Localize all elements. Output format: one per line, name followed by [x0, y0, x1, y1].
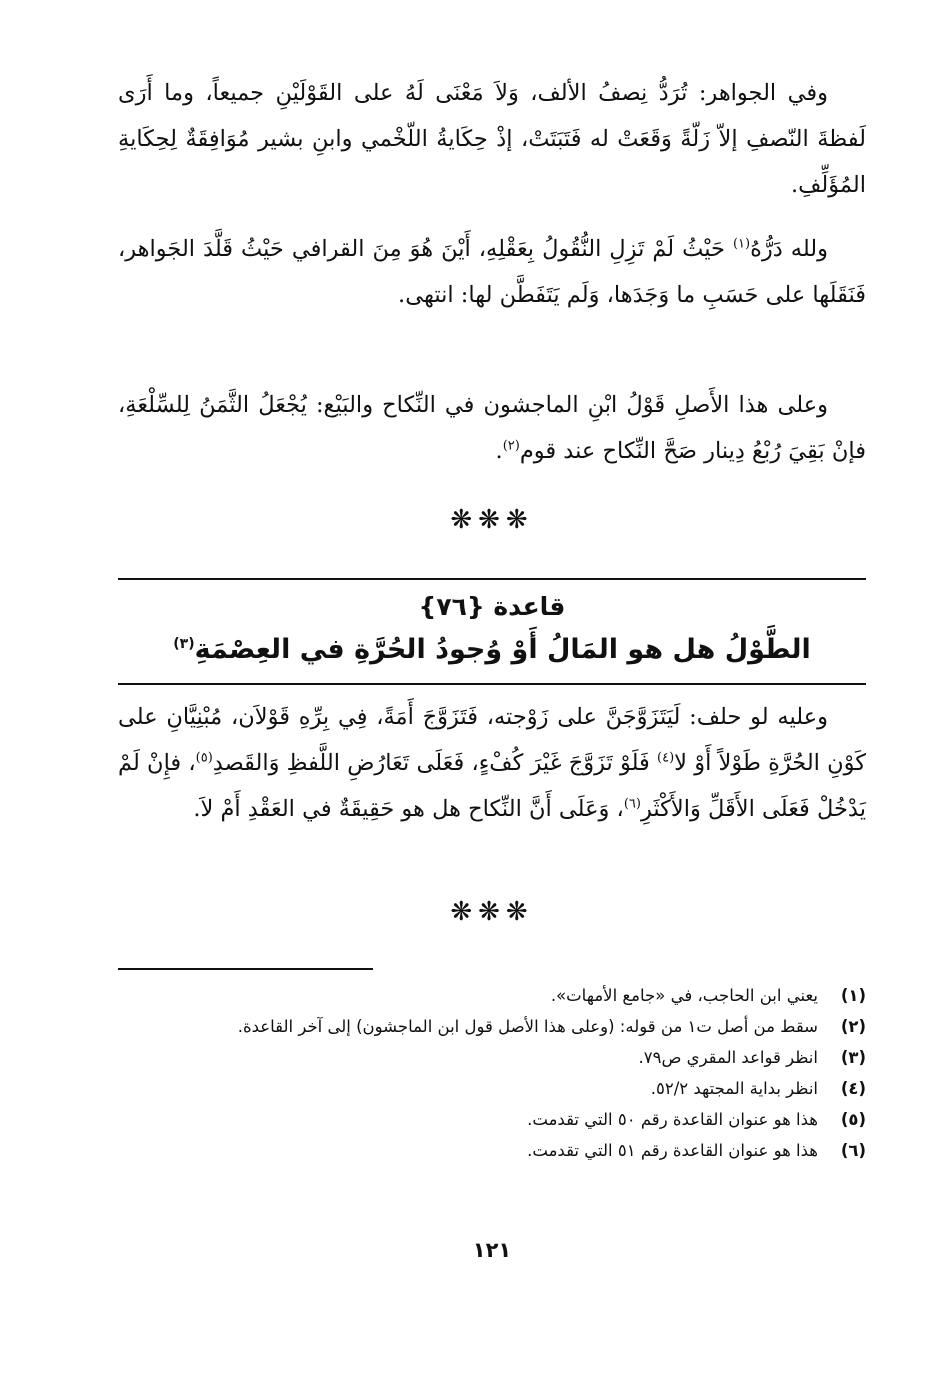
rule-title-heading — [118, 630, 866, 670]
paragraph-part-4: ، وَعَلَى أَنَّ النِّكاح هل هو حَقِيقَةٌ في العَقْدِ أَمْ لاَ. — [193, 796, 624, 822]
book-page — [118, 70, 866, 1373]
rule-title-text: الطَّوْلُ هل هو المَالُ أَوْ وُجودُ الحُرَّةِ في العِصْمَةِ — [194, 634, 811, 665]
footnote-text: سقط من أصل ت١ من قوله: (وعلى هذا الأصل قول ابن الماجشون) إلى آخر القاعدة. — [237, 1017, 818, 1036]
section-separator: ❋❋❋ — [450, 897, 534, 927]
footnote-item — [118, 1135, 866, 1166]
footnote-item — [118, 1073, 866, 1104]
paragraph-part-1: وعليه لو حلف: لَيَتَزَوَّجَنَّ على زَوْجته، فَتَزَوَّجَ أَمَةً، فِي بِرِّهِ قَوْلاَن، مُبْنِيَّانِ على كَوْنِ الحُرَّةِ طَوْلاً أَوْ لا — [118, 704, 867, 776]
footnote-number: (٦) — [840, 1141, 866, 1160]
footnote-ref-6[interactable]: (٦) — [623, 796, 641, 812]
paragraph-text: وفي الجواهر: تُرَدُّ نِصفُ الألف، وَلاَ مَعْنَى لَهُ على القَوْلَيْنِ جميعاً، وما أَرَى لَفظةَ النّصفِ إلاّ زَلّةً وَقَعَتْ له فَتَبَتَتْ، إذْ حِكَايةُ اللّخْمي وابنِ بشير مُوَافِقَةٌ لِحِكَايةِ المُؤَلِّفِ. — [118, 80, 866, 198]
footnote-text: انظر بداية المجتهد ٥٢/٢. — [650, 1079, 818, 1098]
heading-rule-top — [118, 578, 866, 580]
footnotes-list — [118, 980, 866, 1166]
footnote-item — [118, 1104, 866, 1135]
footnote-ref-4[interactable]: (٤) — [657, 750, 675, 766]
paragraph-text-after: حَيْثُ لَمْ تَزِلِ النُّقُولُ بِعَقْلِهِ، أَيْنَ هُوَ مِنَ القرافي حَيْثُ قَلَّدَ الجَواهر، فَنَقَلَها على حَسَبِ ما وَجَدَها، وَلَم يَتَفَطَّن لها: انتهى. — [118, 236, 866, 308]
footnote-item — [118, 1042, 866, 1073]
footnote-text: انظر قواعد المقري ص٧٩. — [638, 1048, 818, 1067]
paragraph-text-before: ولله دَرُّهُ — [750, 236, 828, 262]
paragraph-text-after: . — [495, 438, 503, 464]
footnote-ref-2[interactable]: (٢) — [502, 438, 520, 454]
heading-rule-bottom — [118, 683, 866, 685]
footnote-number: (٣) — [840, 1048, 866, 1067]
footnote-item — [118, 980, 866, 1011]
footnotes-rule — [118, 968, 373, 970]
footnote-text: هذا هو عنوان القاعدة رقم ٥٠ التي تقدمت. — [527, 1110, 818, 1129]
paragraph-part-3: ، فإِنْ لَمْ يَدْخُلْ فَعَلَى الأَقَلِّ وَالأَكْثَرِ — [118, 750, 866, 822]
paragraph-part-2: فَلَوْ تَزَوَّجَ غَيْرَ كُفْءٍ، فَعَلَى تَعَارُضِ اللَّفظِ وَالقَصدِ — [212, 750, 658, 776]
footnote-text: هذا هو عنوان القاعدة رقم ٥١ التي تقدمت. — [527, 1141, 818, 1160]
footnote-item — [118, 1011, 866, 1042]
footnote-number: (٤) — [840, 1079, 866, 1098]
paragraph-text-before: وعلى هذا الأَصلِ قَوْلُ ابْنِ الماجشون في النِّكاح والبَيْع: يُجْعَلُ الثَّمَنُ لِلسِّلْعَةِ، فإنْ بَقِيَ رُبْعُ دِينار صَحَّ النِّكاح عند قوم — [118, 392, 866, 464]
footnote-text: يعني ابن الحاجب، في «جامع الأمهات». — [550, 986, 818, 1005]
section-separator: ❋❋❋ — [450, 505, 534, 535]
paragraph-majishun — [118, 382, 866, 474]
footnote-number: (١) — [840, 986, 866, 1005]
paragraph-qarafi — [118, 226, 866, 318]
page-number: ١٢١ — [472, 1238, 512, 1262]
footnote-ref-3[interactable]: (٣) — [173, 636, 195, 652]
footnote-ref-5[interactable]: (٥) — [195, 750, 213, 766]
footnote-number: (٥) — [840, 1110, 866, 1129]
rule-number-heading: قاعدة {٧٦} — [418, 592, 566, 621]
paragraph-rule-body — [118, 694, 866, 832]
footnote-ref-1[interactable]: (١) — [732, 236, 751, 252]
footnote-number: (٢) — [840, 1017, 866, 1036]
paragraph-jawahir — [118, 70, 866, 208]
